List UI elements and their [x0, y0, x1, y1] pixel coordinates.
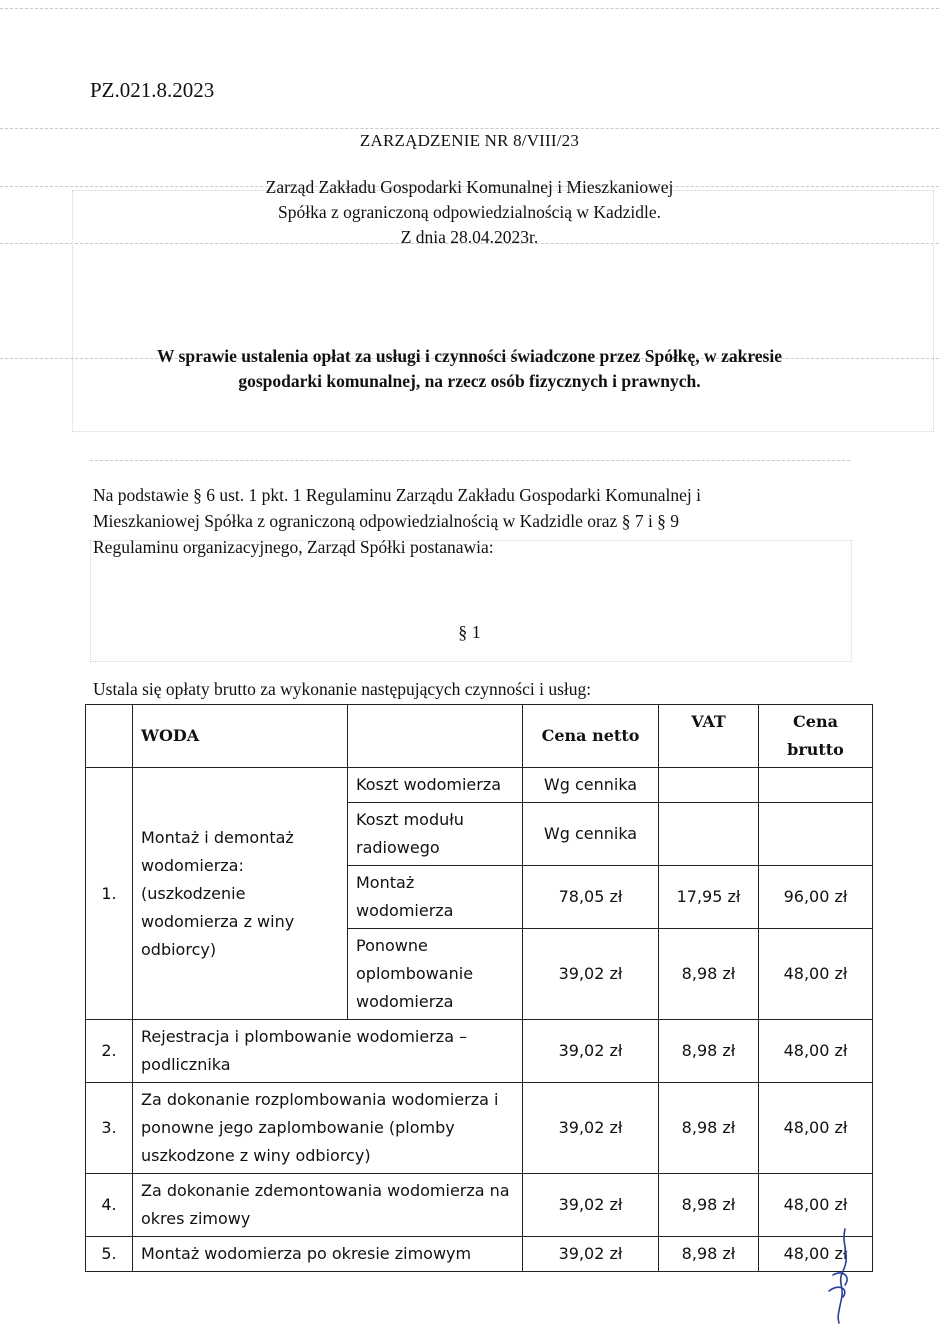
header-vat: VAT	[659, 705, 759, 768]
legal-basis	[93, 482, 833, 560]
net-price: 39,02 zł	[523, 1237, 659, 1272]
row-number: 4.	[86, 1174, 133, 1237]
sub-item-label: Koszt wodomierza	[348, 768, 523, 803]
row-description: Rejestracja i plombowanie wodomierza – podlicznika	[133, 1020, 523, 1083]
table-header-row	[86, 705, 873, 768]
table-row	[86, 1020, 873, 1083]
row-number: 5.	[86, 1237, 133, 1272]
row-description: Za dokonanie zdemontowania wodomierza na okres zimowy	[133, 1174, 523, 1237]
document-reference: PZ.021.8.2023	[90, 78, 215, 102]
scan-artifact-line	[0, 128, 939, 129]
issuer-block	[0, 175, 939, 250]
subject-line: gospodarki komunalnej, na rzecz osób fizycznych i prawnych.	[238, 371, 701, 391]
vat-amount: 8,98 zł	[659, 1174, 759, 1237]
header-net-price: Cena netto	[523, 705, 659, 768]
vat-amount	[659, 803, 759, 866]
table-row	[86, 768, 873, 803]
row-number: 2.	[86, 1020, 133, 1083]
gross-price	[759, 768, 873, 803]
document-title: ZARZĄDZENIE NR 8/VIII/23	[359, 131, 580, 150]
header-gross-price: Cena brutto	[759, 705, 873, 768]
basis-line: Na podstawie § 6 ust. 1 pkt. 1 Regulaminu Zarządu Zakładu Gospodarki Komunalnej i	[93, 485, 701, 505]
scan-artifact-line	[90, 460, 850, 461]
row-description: Za dokonanie rozplombowania wodomierza i ponowne jego zaplombowanie (plomby uszkodzone z winy odbiorcy)	[133, 1083, 523, 1174]
basis-line: Mieszkaniowej Spółka z ograniczoną odpowiedzialnością w Kadzidle oraz § 7 i § 9	[93, 511, 680, 531]
basis-line: Regulaminu organizacyjnego, Zarząd Spółki postanawia:	[93, 537, 494, 557]
gross-price: 48,00 zł	[759, 1083, 873, 1174]
sub-item-label: Koszt modułu radiowego	[348, 803, 523, 866]
net-price: 39,02 zł	[523, 1174, 659, 1237]
table-row	[86, 1174, 873, 1237]
row-description: Montaż i demontaż wodomierza: (uszkodzenie wodomierza z winy odbiorcy)	[133, 768, 348, 1020]
handwritten-signature	[815, 1225, 865, 1325]
net-price: 39,02 zł	[523, 929, 659, 1020]
net-price: 39,02 zł	[523, 1020, 659, 1083]
sub-item-label: Ponowne oplombowanie wodomierza	[348, 929, 523, 1020]
gross-price: 48,00 zł	[759, 1174, 873, 1237]
vat-amount: 8,98 zł	[659, 1237, 759, 1272]
header-number-cell	[86, 705, 133, 768]
gross-price: 48,00 zł	[759, 929, 873, 1020]
paragraph-mark: § 1	[458, 622, 481, 642]
net-price: Wg cennika	[523, 768, 659, 803]
sub-item-label: Montaż wodomierza	[348, 866, 523, 929]
row-number: 1.	[86, 768, 133, 1020]
net-price: Wg cennika	[523, 803, 659, 866]
header-empty-cell	[348, 705, 523, 768]
gross-price: 48,00 zł	[759, 1020, 873, 1083]
table-intro: Ustala się opłaty brutto za wykonanie następujących czynności i usług:	[93, 679, 592, 699]
table-row	[86, 1237, 873, 1272]
vat-amount	[659, 768, 759, 803]
issuer-line: Zarząd Zakładu Gospodarki Komunalnej i Mieszkaniowej	[265, 177, 674, 197]
vat-amount: 8,98 zł	[659, 929, 759, 1020]
scan-artifact-line	[0, 8, 939, 9]
vat-amount: 17,95 zł	[659, 866, 759, 929]
row-number: 3.	[86, 1083, 133, 1174]
subject-line: W sprawie ustalenia opłat za usługi i czynności świadczone przez Spółkę, w zakresie	[157, 346, 782, 366]
issuer-date: Z dnia 28.04.2023r.	[400, 227, 539, 247]
vat-amount: 8,98 zł	[659, 1020, 759, 1083]
document-subject	[0, 344, 939, 394]
net-price: 78,05 zł	[523, 866, 659, 929]
vat-amount: 8,98 zł	[659, 1083, 759, 1174]
table-row	[86, 1083, 873, 1174]
gross-price: 48,00 zł	[759, 1237, 873, 1272]
gross-price: 96,00 zł	[759, 866, 873, 929]
net-price: 39,02 zł	[523, 1083, 659, 1174]
issuer-line: Spółka z ograniczoną odpowiedzialnością w Kadzidle.	[278, 202, 661, 222]
row-description: Montaż wodomierza po okresie zimowym	[133, 1237, 523, 1272]
fees-table	[85, 704, 873, 1272]
gross-price	[759, 803, 873, 866]
header-section: WODA	[133, 705, 348, 768]
